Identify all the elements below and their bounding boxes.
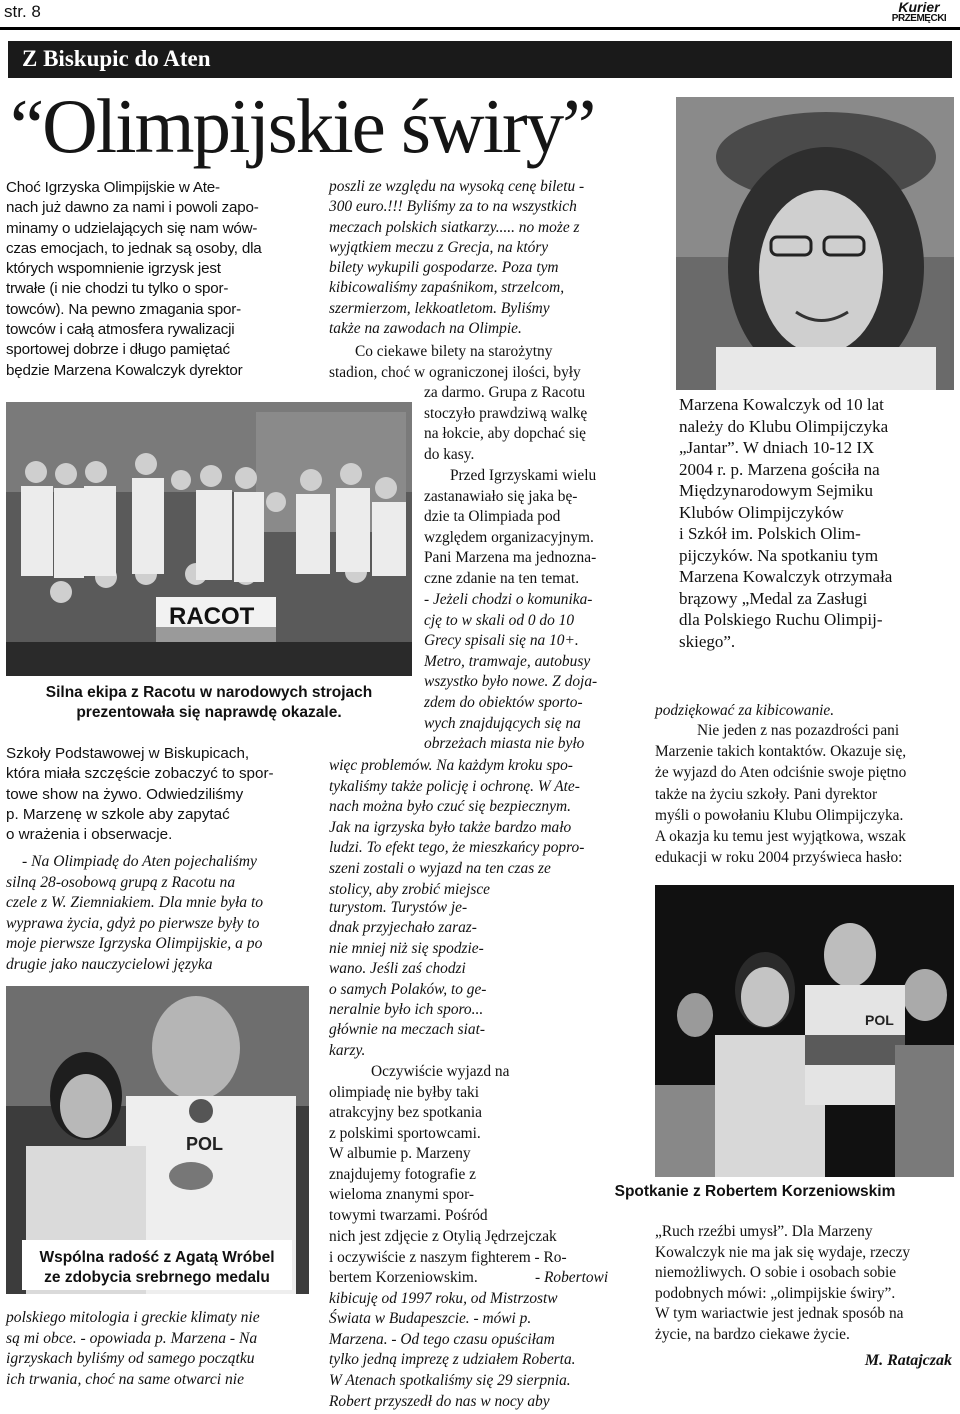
korzeniowski-photo	[655, 885, 954, 1177]
col2-paragraph-a: poszli ze względu na wysoką cenę biletu - 300 euro.!!! Byliśmy za to na wszystkich meczach polskich siatkarzy..... no może z wyjątkiem meczu z Grecja, na który bilety wykupili gospodarze. Poza tym kibicowaliśmy zapaśnikom, strzelcom, szermierzom, lekkoatletom. Byliśmy także na zawodach na Olimpie.	[329, 178, 585, 338]
col2-paragraph-d: Przed Igrzyskami wielu zastanawiało się jaka bę- dzie ta Olimpiada pod względem organizacyjnym. Pani Marzena ma jednozna- czne zdanie na ten temat.	[424, 467, 597, 587]
header-rule	[0, 27, 960, 30]
newspaper-logo	[884, 2, 954, 24]
logo-bottom: PRZEMĘCKI	[891, 13, 947, 24]
section-banner	[8, 41, 952, 78]
col2-paragraph-b: Co ciekawe bilety na starożytny stadion, choć w ograniczonej ilości, były	[329, 343, 581, 381]
col3-paragraph-a: podziękować za kibicowanie.	[655, 702, 835, 719]
col3-paragraph-c: „Ruch rzeźbi umysł”. Dla Marzeny Kowalczyk nie ma jak się wydaje, rzeczy niemożliwych. O sobie i osobach sobie podobnych mówi: „olimpijskie świry”. W tym wariactwie jest jednak sposób na życie, na bardzo ciekawe życie.	[655, 1223, 911, 1343]
logo-top: Kurier	[898, 0, 940, 15]
quote-paragraph-2: polskiego mitologia i greckie klimaty nie są mi obce. - opowiada p. Marzena - Na igrzyskach byliśmy od samego początku ich trwania, choć na same otwarci nie	[6, 1309, 260, 1388]
quote-paragraph-1: - Na Olimpiadę do Aten pojechaliśmy silną 28-osobową grupą z Racotu na czele z W. Ziemniakiem. Dla mnie była to wyprawa życia, gdyż po pierwsze były to moje pierwsze Igrzyska Olimpijskie, a po drugie jako nauczycielowi języka	[6, 853, 264, 973]
col2-paragraph-f: więc problemów. Na każdym kroku spo- tykaliśmy także policję i ochronę. W Ate- nach można było czuć się bezpiecznym. Jak na igrzyska było także bardzo mało ludzi. To efekt tego, że mieszkańcy popro- szeni zostali o wyjazd na ten czas ze stolicy, aby zrobić miejsce	[329, 757, 585, 898]
lead-continuation: Szkoły Podstawowej w Biskupicach, która miała szczęście zobaczyć to spor- towe show na żywo. Odwiedziliśmy p. Marzenę w szkole aby zapytać o wrażenia i obserwacje.	[6, 745, 274, 844]
lead-paragraph: Choć Igrzyska Olimpijskie w Ate- nach już dawno za nami i powoli zapo- minamy o udzielających się nam wów- czas emocjach, to jednak są osoby, dla których wspomnienie igrzysk jest trwałe (i nie chodzi tu tylko o spor- towców). Na pewno zmagania spor- towców i całą atmosfera rywalizacji sportowej dobrze i długo pamiętać będzie Marzena Kowalczyk dyrektor	[6, 179, 262, 379]
agata-photo-caption: Wspólna radość z Agatą Wróbel ze zdobycia srebrnego medalu	[39, 1249, 275, 1286]
headline: “Olimpijskie świry”	[10, 83, 595, 169]
marzena-portrait-photo	[676, 97, 954, 390]
racot-banner-text: RACOT	[169, 603, 255, 630]
author-signature: M. Ratajczak	[864, 1352, 952, 1369]
korzeniowski-photo-caption: Spotkanie z Robertem Korzeniowskim	[614, 1183, 896, 1200]
col2-paragraph-e: - Jeżeli chodzi o komunika- cję to w skali od 0 do 10 Grecy spisali się na 10+. Metro, tramwaje, autobusy wszystko było nowe. Z doja- zdem do obiektów sporto- wych znajdujących się na obrzeżach miasta nie było	[424, 591, 598, 753]
col2-paragraph-i: nich jest zdjęcie z Otylią Jędrzejczak i oczywiście z naszym fighterem - Ro- bertem Korzeniowskim.	[329, 1228, 567, 1286]
col2-paragraph-h: Oczywiście wyjazd na olimpiadę nie byłby taki atrakcyjny bez spotkania z polskimi sportowcami. W albumie p. Marzeny znajdujemy fotografie z wieloma znanymi spor- towymi twarzami. Pośród	[329, 1063, 510, 1224]
page-number: str. 8	[4, 2, 41, 21]
col2-paragraph-g: turystom. Turystów je- dnak przyjechało zaraz- nie mniej niż się spodzie- wano. Jeśli zaś chodzi o samych Polaków, to ge- neralnie było ich sporo... głównie na meczach siat- karzy.	[329, 899, 487, 1059]
col2-paragraph-j: - Robertowi kibicuję od 1997 roku, od Mistrzostw Świata w Budapeszcie. - mówi p. Marzena. - Od tego czasu opuściłam tylko jedną imprezę z udziałem Roberta. W Atenach spotkaliśmy się 29 sierpnia. Robert przyszedł do nas w nocy aby	[329, 1269, 609, 1410]
shirt-pol-text-2: POL	[865, 1012, 894, 1028]
team-photo-caption: Silna ekipa z Racotu w narodowych strojach prezentowała się naprawdę okazale.	[45, 684, 373, 721]
section-banner-text: Z Biskupic do Aten	[22, 46, 211, 71]
shirt-pol-text: POL	[186, 1134, 224, 1154]
info-box-text: Marzena Kowalczyk od 10 lat należy do Klubu Olimpijczyka „Jantar”. W dniach 10-12 IX 2004 r. p. Marzena gościła na Międzynarodowym Sejmiku Klubów Olimpijczyków i Szkół im. Polskich Olim- pijczyków. Na spotkaniu tym Marzena Kowalczyk otrzymała brązowy „Medal za Zasługi dla Polskiego Ruchu Olimpij- skiego”.	[679, 395, 893, 651]
col2-paragraph-c: za darmo. Grupa z Racotu stoczyło prawdziwą walkę na łokcie, aby dopchać się do kasy.	[424, 384, 588, 463]
info-box	[670, 390, 960, 687]
col3-paragraph-b: Nie jeden z nas pozazdrości pani Marzenie takich kontaktów. Okazuje się, że wyjazd do Aten odciśnie swoje piętno także na życiu szkoły. Pani dyrektor myśli o powołaniu Klubu Olimpijczyka. A okazja ku temu jest wyjątkowa, wszak edukacji w roku 2004 przyświeca hasło:	[655, 722, 907, 867]
team-photo	[6, 402, 412, 676]
